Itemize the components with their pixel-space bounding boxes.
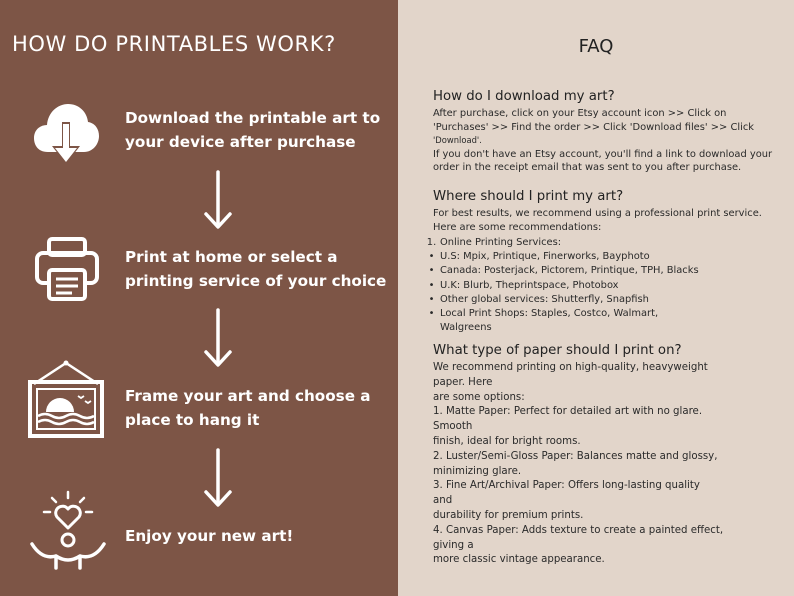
step-line: Print at home or select a (125, 248, 338, 266)
list-item-text: U.S: Mpix, Printique, Finerworks, Bayphoto (440, 251, 650, 263)
list-marker: • (428, 308, 435, 320)
faq-answer-where-print-intro (433, 207, 773, 234)
faq-answer-paper-type (433, 361, 773, 568)
faq-question-paper-type: What type of paper should I print on? (433, 343, 682, 358)
list-marker: • (428, 279, 435, 291)
answer-line: 'Download'. (433, 135, 482, 145)
list-item-text: Local Print Shops: Staples, Costco, Walmart, (440, 308, 659, 320)
answer-line: finish, ideal for bright rooms. (433, 435, 581, 447)
list-item-continuation: Walgreens (440, 322, 492, 334)
faq-panel (398, 0, 794, 596)
answer-line: After purchase, click on your Etsy account icon >> Click on (433, 108, 727, 119)
list-item-text: Other global services: Shutterfly, Snapfish (440, 293, 649, 305)
step-line: your device after purchase (125, 133, 356, 151)
list-item-text: Online Printing Services: (440, 237, 562, 248)
happy-person-heart-icon (28, 490, 108, 575)
answer-line: 1. Matte Paper: Perfect for detailed art with no glare. (433, 406, 703, 418)
how-it-works-title: HOW DO PRINTABLES WORK? (12, 32, 336, 56)
step-frame-text (125, 384, 390, 432)
answer-line: giving a (433, 539, 474, 551)
answer-line: durability for premium prints. (433, 509, 584, 521)
answer-line: more classic vintage appearance. (433, 554, 605, 566)
printer-icon (34, 236, 100, 307)
answer-line: minimizing glare. (433, 465, 522, 477)
answer-line: We recommend printing on high-quality, heavyweight (433, 362, 708, 373)
list-item-text: Canada: Posterjack, Pictorem, Printique, TPH, Blacks (440, 265, 699, 277)
answer-line: 4. Canvas Paper: Adds texture to create a painted effect, (433, 524, 724, 536)
list-item (423, 307, 773, 321)
answer-line: are some options: (433, 391, 525, 403)
faq-answer-download (433, 107, 773, 175)
list-marker: • (428, 265, 435, 277)
answer-line: Here are some recommendations: (433, 221, 602, 233)
answer-line: 'Purchases' >> Find the order >> Click 'Download files' >> Click (433, 121, 754, 133)
arrow-down-icon (203, 308, 233, 373)
step-line: Download the printable art to (125, 109, 381, 127)
arrow-down-icon (203, 448, 233, 513)
faq-title: FAQ (578, 36, 614, 57)
step-download-text (125, 106, 390, 154)
step-line: place to hang it (125, 411, 260, 429)
list-item (423, 279, 773, 293)
answer-line: For best results, we recommend using a professional print service. (433, 208, 762, 219)
answer-line: paper. Here (433, 376, 493, 388)
step-line: Frame your art and choose a (125, 387, 371, 405)
list-marker: 1. (426, 237, 437, 248)
list-item (423, 264, 773, 278)
cloud-download-icon (32, 98, 100, 177)
list-item-text: U.K: Blurb, Theprintspace, Photobox (440, 279, 619, 291)
list-marker: • (428, 251, 435, 263)
step-line: printing service of your choice (125, 272, 387, 290)
answer-line: 3. Fine Art/Archival Paper: Offers long-lasting quality (433, 480, 700, 492)
list-item (423, 293, 773, 307)
step-enjoy-text (125, 524, 390, 548)
faq-question-where-print: Where should I print my art? (433, 189, 624, 204)
answer-line: order in the receipt email that was sent to you after purchase. (433, 162, 742, 173)
list-marker: • (428, 293, 435, 305)
faq-question-download: How do I download my art? (433, 89, 615, 104)
answer-line: Smooth (433, 421, 473, 433)
arrow-down-icon (203, 170, 233, 235)
answer-line: and (433, 495, 453, 507)
list-item (423, 250, 773, 264)
list-item (423, 236, 773, 250)
framed-picture-icon (26, 360, 106, 445)
step-print-text (125, 245, 390, 293)
step-line: Enjoy your new art! (125, 527, 294, 545)
print-services-list (423, 236, 773, 335)
answer-line: 2. Luster/Semi-Gloss Paper: Balances matte and glossy, (433, 450, 718, 462)
answer-line: If you don't have an Etsy account, you'll find a link to download your (433, 148, 773, 160)
